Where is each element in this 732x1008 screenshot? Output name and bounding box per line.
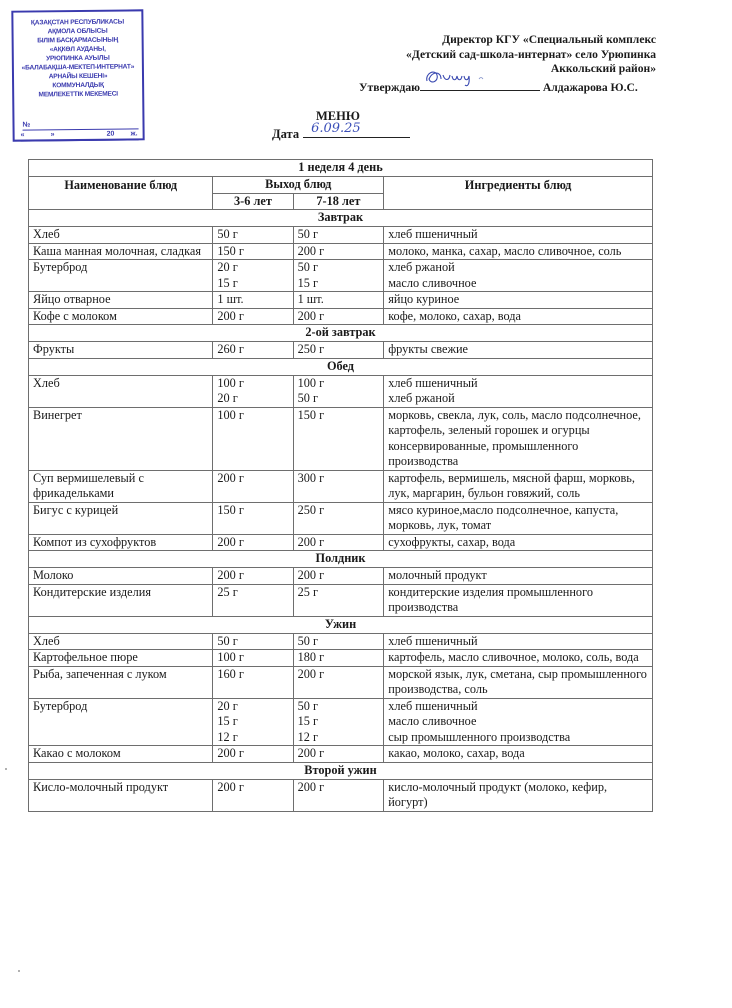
portion-7-18-line: 100 г	[297, 375, 325, 390]
table-row	[29, 342, 653, 359]
portion-7-18-line: 15 г	[297, 714, 318, 728]
portion-7-18-line: 180 г	[297, 650, 325, 664]
ingredients	[384, 650, 653, 667]
portion-3-6-line: 200 г	[217, 779, 244, 794]
portion-3-6	[213, 534, 293, 551]
dish-name: Хлеб	[29, 633, 213, 650]
dish-name: Какао с молоком	[29, 746, 213, 763]
dish-name: Кондитерские изделия	[29, 584, 213, 616]
ingredients-line: какао, молоко, сахар, вода	[388, 746, 525, 760]
page-title: МЕНЮ	[316, 109, 360, 123]
portion-7-18-line: 50 г	[297, 698, 318, 713]
portion-3-6-line: 100 г	[217, 407, 244, 422]
portion-3-6-line: 200 г	[217, 470, 244, 485]
signature-line	[420, 78, 540, 91]
section-title: Ужин	[29, 616, 653, 633]
ingredients	[384, 633, 653, 650]
portion-3-6-line: 200 г	[217, 568, 244, 582]
portion-7-18-line: 300 г	[297, 470, 325, 485]
stamp-date-line	[20, 130, 139, 141]
dish-name: Фрукты	[29, 342, 213, 359]
portion-3-6-line: 200 г	[217, 308, 244, 323]
stamp-text	[13, 17, 142, 99]
portion-3-6	[213, 650, 293, 667]
ingredients	[384, 292, 653, 309]
portion-3-6-line: 25 г	[217, 584, 238, 599]
table-row	[29, 746, 653, 763]
approval-line: Директор КГУ «Специальный комплекс	[442, 33, 656, 46]
header-dish-name: Наименование блюд	[29, 177, 213, 210]
stamp-number-line	[22, 119, 138, 130]
ingredients	[384, 227, 653, 244]
stamp-line: АРНАЙЫ КЕШЕНІ»	[48, 72, 108, 81]
portion-7-18-line: 50 г	[297, 633, 318, 648]
dish-name: Бутерброд	[29, 260, 213, 292]
ingredients-line: хлеб пшеничный	[388, 698, 478, 713]
ingredients-line: сыр промышленного производства	[388, 729, 571, 744]
stamp-line: КОММУНАЛДЫҚ	[52, 81, 104, 90]
portion-7-18-line: 1 шт.	[297, 292, 324, 306]
section-row	[29, 210, 653, 227]
header-row	[29, 177, 653, 194]
ingredients	[384, 568, 653, 585]
portion-7-18	[293, 407, 384, 470]
ingredients-line: молоко, манка, сахар, масло сливочное, соль	[388, 243, 622, 258]
ingredients-line: кондитерские изделия промышленного производства	[388, 584, 593, 614]
table-row	[29, 650, 653, 667]
approval-line: Аккольский район»	[550, 62, 656, 75]
date-label: Дата	[272, 127, 300, 141]
portion-7-18-line: 50 г	[297, 391, 318, 405]
ingredients	[384, 342, 653, 359]
portion-7-18-line: 15 г	[297, 275, 318, 290]
section-row	[29, 325, 653, 342]
dish-name: Винегрет	[29, 407, 213, 470]
ingredients-line: масло сливочное	[388, 714, 477, 728]
header-output: Выход блюд	[213, 177, 384, 194]
stamp-line: «БАЛАБАҚША-МЕКТЕП-ИНТЕРНАТ»	[21, 63, 135, 72]
section-row	[29, 358, 653, 375]
portion-7-18	[293, 666, 384, 698]
portion-7-18-line: 200 г	[297, 534, 325, 549]
ingredients	[384, 308, 653, 325]
table-row	[29, 260, 653, 292]
ingredients-line: хлеб пшеничный	[388, 633, 478, 648]
dish-name: Компот из сухофруктов	[29, 534, 213, 551]
portion-7-18-line: 250 г	[297, 342, 325, 356]
ingredients-line: кофе, молоко, сахар, вода	[388, 308, 522, 323]
menu-table	[28, 159, 653, 812]
signer-name: Алдажарова Ю.С.	[542, 81, 638, 94]
portion-7-18-line: 150 г	[297, 407, 325, 422]
table-row	[29, 470, 653, 502]
portion-7-18-line: 200 г	[297, 746, 325, 760]
portion-3-6	[213, 584, 293, 616]
ingredients	[384, 746, 653, 763]
stamp-line: БІЛІМ БАСҚАРМАСЫНЫҢ	[37, 36, 119, 45]
dish-name: Рыба, запеченная с луком	[29, 666, 213, 698]
stamp-line: МЕМЛЕКЕТТІК МЕКЕМЕСІ	[38, 90, 118, 99]
table-row	[29, 502, 653, 534]
portion-3-6	[213, 407, 293, 470]
ingredients	[384, 407, 653, 470]
portion-7-18	[293, 470, 384, 502]
section-title: Обед	[29, 358, 653, 375]
dish-name: Суп вермишелевый с фрикадельками	[29, 470, 213, 502]
portion-7-18	[293, 746, 384, 763]
ingredients-line: молочный продукт	[388, 568, 487, 582]
portion-7-18	[293, 227, 384, 244]
portion-7-18-line: 12 г	[297, 729, 318, 744]
portion-3-6-line: 12 г	[217, 729, 238, 744]
section-title: Второй ужин	[29, 762, 653, 779]
portion-7-18	[293, 292, 384, 309]
table-row	[29, 243, 653, 260]
dish-name: Бутерброд	[29, 698, 213, 746]
portion-3-6-line: 150 г	[217, 243, 244, 258]
ingredients	[384, 534, 653, 551]
table-row	[29, 633, 653, 650]
table-row	[29, 407, 653, 470]
approve-label: Утверждаю	[359, 81, 420, 94]
ingredients-line: фрукты свежие	[388, 342, 469, 356]
portion-3-6-line: 50 г	[217, 227, 238, 241]
portion-3-6-line: 100 г	[217, 375, 244, 390]
portion-3-6	[213, 779, 293, 811]
header-age-3-6: 3-6 лет	[213, 193, 293, 210]
section-title: Полдник	[29, 551, 653, 568]
stamp-date-mark: 20	[106, 130, 115, 138]
ingredients-line: мясо куриное,масло подсолнечное, капуста, морковь, лук, томат	[388, 502, 619, 532]
table-row	[29, 568, 653, 585]
ingredients-line: масло сливочное	[388, 275, 477, 290]
portion-7-18	[293, 260, 384, 292]
portion-3-6	[213, 375, 293, 407]
portion-3-6	[213, 342, 293, 359]
portion-3-6-line: 260 г	[217, 342, 244, 356]
table-row	[29, 534, 653, 551]
portion-3-6	[213, 260, 293, 292]
section-title: Завтрак	[29, 210, 653, 227]
table-row	[29, 227, 653, 244]
ingredients-line: хлеб пшеничный	[388, 227, 478, 241]
ingredients	[384, 584, 653, 616]
portion-3-6-line: 150 г	[217, 502, 244, 517]
portion-3-6	[213, 633, 293, 650]
table-row	[29, 779, 653, 811]
ingredients-line: хлеб ржаной	[388, 260, 455, 274]
portion-7-18-line: 200 г	[297, 666, 325, 681]
ingredients	[384, 243, 653, 260]
table-row	[29, 698, 653, 746]
ingredients-line: морковь, свекла, лук, соль, масло подсолнечное, картофель, зеленый горошек и огурцы консервированные, промышленного производства	[388, 407, 641, 468]
stamp-line: АҚМОЛА ОБЛЫСЫ	[47, 27, 108, 36]
portion-7-18-line: 250 г	[297, 502, 325, 517]
week-day-header: 1 неделя 4 день	[29, 160, 653, 177]
stamp-date-mark: «	[20, 131, 25, 139]
ingredients	[384, 779, 653, 811]
portion-7-18	[293, 534, 384, 551]
date-row	[272, 121, 410, 142]
dish-name: Кисло-молочный продукт	[29, 779, 213, 811]
table-row	[29, 292, 653, 309]
portion-7-18	[293, 650, 384, 667]
approve-row	[359, 78, 638, 94]
section-row	[29, 551, 653, 568]
portion-3-6	[213, 243, 293, 260]
ingredients-line: картофель, масло сливочное, молоко, соль, вода	[388, 650, 639, 664]
section-row	[29, 616, 653, 633]
portion-3-6	[213, 292, 293, 309]
portion-7-18-line: 200 г	[297, 308, 325, 323]
portion-3-6-line: 200 г	[217, 534, 244, 549]
portion-3-6-line: 50 г	[217, 633, 238, 648]
portion-7-18	[293, 308, 384, 325]
signature-icon	[423, 67, 493, 89]
table-row	[29, 308, 653, 325]
ingredients-line: сухофрукты, сахар, вода	[388, 534, 516, 549]
ingredients	[384, 502, 653, 534]
dish-name: Молоко	[29, 568, 213, 585]
stamp-line: ҚАЗАҚСТАН РЕСПУБЛИКАСЫ	[30, 18, 125, 27]
portion-7-18	[293, 243, 384, 260]
section-title: 2-ой завтрак	[29, 325, 653, 342]
approval-line: «Детский сад-школа-интернат» село Урюпинка	[406, 47, 656, 61]
dish-name: Кофе с молоком	[29, 308, 213, 325]
portion-3-6-line: 20 г	[217, 260, 238, 274]
dish-name: Хлеб	[29, 227, 213, 244]
section-row	[29, 762, 653, 779]
ingredients-line: морской язык, лук, сметана, сыр промышленного производства, соль	[388, 666, 647, 696]
portion-3-6	[213, 502, 293, 534]
week-day-row	[29, 160, 653, 177]
portion-7-18-line: 200 г	[297, 243, 325, 258]
portion-7-18-line: 25 г	[297, 584, 318, 599]
portion-3-6-line: 160 г	[217, 666, 244, 681]
ingredients	[384, 375, 653, 407]
table-row	[29, 666, 653, 698]
portion-3-6	[213, 308, 293, 325]
portion-3-6-line: 100 г	[217, 650, 244, 664]
ingredients	[384, 698, 653, 746]
date-value: 6.09.25	[311, 121, 361, 136]
portion-7-18	[293, 698, 384, 746]
ingredients-line: кисло-молочный продукт (молоко, кефир, йогурт)	[388, 779, 608, 809]
header-ingredients: Ингредиенты блюд	[384, 177, 653, 210]
portion-7-18	[293, 584, 384, 616]
portion-3-6	[213, 666, 293, 698]
ingredients-line: хлеб ржаной	[388, 391, 455, 405]
menu-body	[29, 210, 653, 812]
table-row	[29, 375, 653, 407]
scan-speck	[5, 768, 7, 770]
ingredients-line: яйцо куриное	[388, 292, 460, 306]
table-row	[29, 584, 653, 616]
stamp-date-mark: ж.	[130, 130, 138, 138]
portion-3-6-line: 20 г	[217, 391, 238, 405]
dish-name: Картофельное пюре	[29, 650, 213, 667]
portion-3-6	[213, 227, 293, 244]
stamp-number-label: №	[22, 121, 31, 129]
portion-7-18	[293, 502, 384, 534]
header-age-7-18: 7-18 лет	[293, 193, 384, 210]
dish-name: Бигус с курицей	[29, 502, 213, 534]
portion-3-6	[213, 568, 293, 585]
portion-7-18	[293, 568, 384, 585]
stamp-line: «АҚКӨЛ АУДАНЫ,	[49, 45, 106, 54]
portion-7-18-line: 50 г	[297, 260, 318, 274]
portion-3-6	[213, 470, 293, 502]
stamp-date-mark: »	[50, 131, 55, 139]
date-field	[303, 121, 410, 138]
portion-3-6	[213, 746, 293, 763]
portion-7-18	[293, 633, 384, 650]
dish-name: Каша манная молочная, сладкая	[29, 243, 213, 260]
portion-7-18	[293, 779, 384, 811]
ingredients-line: картофель, вермишель, мясной фарш, морковь, лук, маргарин, бульон говяжий, соль	[388, 470, 635, 500]
portion-7-18	[293, 342, 384, 359]
dish-name: Яйцо отварное	[29, 292, 213, 309]
ingredients	[384, 260, 653, 292]
portion-3-6-line: 1 шт.	[217, 292, 244, 306]
portion-3-6-line: 15 г	[217, 275, 238, 290]
portion-7-18-line: 200 г	[297, 779, 325, 794]
portion-3-6-line: 200 г	[217, 746, 244, 760]
portion-3-6-line: 20 г	[217, 698, 238, 713]
portion-7-18-line: 50 г	[297, 227, 318, 241]
portion-3-6-line: 15 г	[217, 714, 238, 728]
portion-3-6	[213, 698, 293, 746]
stamp-line: УРЮПИНКА АУЫЛЫ	[46, 54, 110, 63]
official-stamp	[11, 9, 144, 141]
ingredients-line: хлеб пшеничный	[388, 375, 478, 390]
ingredients	[384, 666, 653, 698]
scan-speck	[18, 970, 20, 972]
ingredients	[384, 470, 653, 502]
dish-name: Хлеб	[29, 375, 213, 407]
portion-7-18	[293, 375, 384, 407]
portion-7-18-line: 200 г	[297, 568, 325, 582]
